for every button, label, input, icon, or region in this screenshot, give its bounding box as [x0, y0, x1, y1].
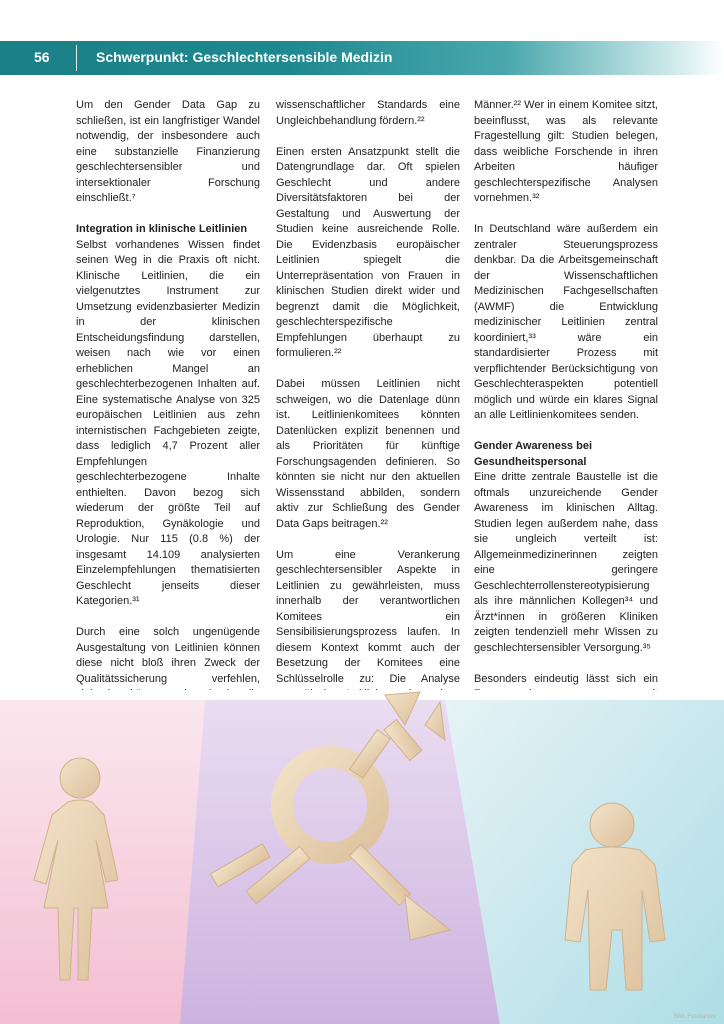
section-title: Schwerpunkt: Geschlechtersensible Medizin	[96, 49, 393, 65]
paragraph: Um den Gender Data Gap zu schließen, ist ein langfristiger Wandel notwendig, der insbesondere auch eine substanzielle Finanzierung geschlechtersensibler und intersektionaler Forschung einschließt.⁷	[76, 99, 260, 204]
text-column-1	[76, 98, 260, 765]
page-number: 56	[34, 49, 50, 65]
paragraph: Selbst vorhandenes Wissen findet seinen Weg in die Praxis oft nicht. Klinische Leitlinien, die ein vielgenutztes Instrument zur Umsetzung evidenzbasierter Medizin in der klinischen Entscheidungsfindung darstellen, weisen nach wie vor einen erheblichen Mangel an geschlechterbezogenen Inhalten auf. Eine systematische Analyse von 325 europäischen Leitlinien aus zehn internistischen Fachgebieten zeigte, dass lediglich 4,7 Prozent aller Empfehlungen geschlechterbezogene Inhalte enthielten. Davon bezog sich wiederum der größte Teil auf Reproduktion, Gynäkologie und Urologie. Nur 115 (0.8 %) der insgesamt 14.109 analysierten Einzelempfehlungen thematisierten Geschlecht jenseits dieser Kategorien.³¹	[76, 238, 260, 607]
paragraph: Dabei müssen Leitlinien nicht schweigen, wo die Datenlage dünn ist. Leitlinienkomitees könnten Datenlücken explizit benennen und als Prioritäten für künftige Forschungsagenden definieren. So könnten sie nicht nur den aktuellen Wissensstand abbilden, sondern aktiv zur Schließung des Gender Data Gaps beitragen.²²	[276, 378, 460, 530]
subheading-guidelines: Integration in klinische Leitlinien	[76, 223, 248, 235]
paragraph: Besonders eindeutig lässt sich ein	[474, 672, 658, 685]
paragraph: wissenschaftlicher Standards eine Ungleichbehandlung fördern.²²	[276, 99, 460, 127]
paragraph: Durch eine solch ungenügende Ausgestaltung von Leitlinien können diese nicht bloß ihren Zweck der Qualitätssicherung verfehlen,	[76, 626, 260, 685]
text-column-2	[276, 98, 460, 765]
gender-symbols-illustration	[0, 690, 724, 1024]
paragraph: Um eine Verankerung geschlechtersensibler Aspekte in Leitlinien zu gewährleisten, muss innerhalb der verantwortlichen Komitees ein Sensibilisierungsprozess laufen. In diesem Kontext kommt auch der Besetzung der Komitees eine Schlüsselrolle zu: Die Analyse	[276, 548, 460, 685]
image-credit: Bild: Fotolia/xxx	[673, 1014, 716, 1020]
paragraph: Eine dritte zentrale Baustelle ist die oftmals unzureichende Gender Awareness im klinischen Alltag. Studien legen außerdem nahe, dass sie ungleich verteilt ist: Allgemeinmedizinerinnen zeigten eine geringere Geschlechterrollenstereotypisierung als ihre männlichen Kollegen³⁴ und Ärzt*innen in größeren Kliniken zeigten tendenziell mehr Wissen zu geschlechtersensibler Versorgung.³⁵	[474, 471, 658, 654]
header-divider	[76, 45, 77, 71]
paragraph: Männer.²² Wer in einem Komitee sitzt, beeinflusst, was als relevante Fragestellung gilt: Studien belegen, dass weibliche Forschende in ihren Arbeiten häufiger geschlechterspezifische Analysen vornehmen.³²	[474, 99, 658, 204]
text-column-3	[474, 98, 658, 765]
paragraph: In Deutschland wäre außerdem ein zentraler Steuerungsprozess denkbar. Da die Arbeitsgemeinschaft der Wissenschaftlichen Medizinischen Fachgesellschaften (AWMF) die Entwicklung medizinischer Leitlinien zentral koordiniert,³³ wäre ein standardisierter Prozess mit verpflichtender Berücksichtigung von Geschlechteraspekten potentiell möglich und würde ein klares Signal an alle Leitlinienkomitees senden.	[474, 223, 658, 421]
illustration-svg	[0, 690, 724, 1024]
subheading-gender-awareness: Gender Awareness bei Gesundheitspersonal	[474, 440, 592, 468]
paragraph: Einen ersten Ansatzpunkt stellt die Datengrundlage dar. Oft spielen Geschlecht und andere Diversitätsfaktoren bei der Gestaltung und Auswertung der Studien keine ausreichende Rolle. Die Evidenzbasis europäischer Leitlinien spiegelt die Unterrepräsentation von Frauen in klinischen Studien direkt wider und begrenzt damit die Möglichkeit, geschlechterspezifische Empfehlungen überhaupt zu formulieren.²²	[276, 145, 460, 359]
header-bar	[0, 41, 724, 75]
